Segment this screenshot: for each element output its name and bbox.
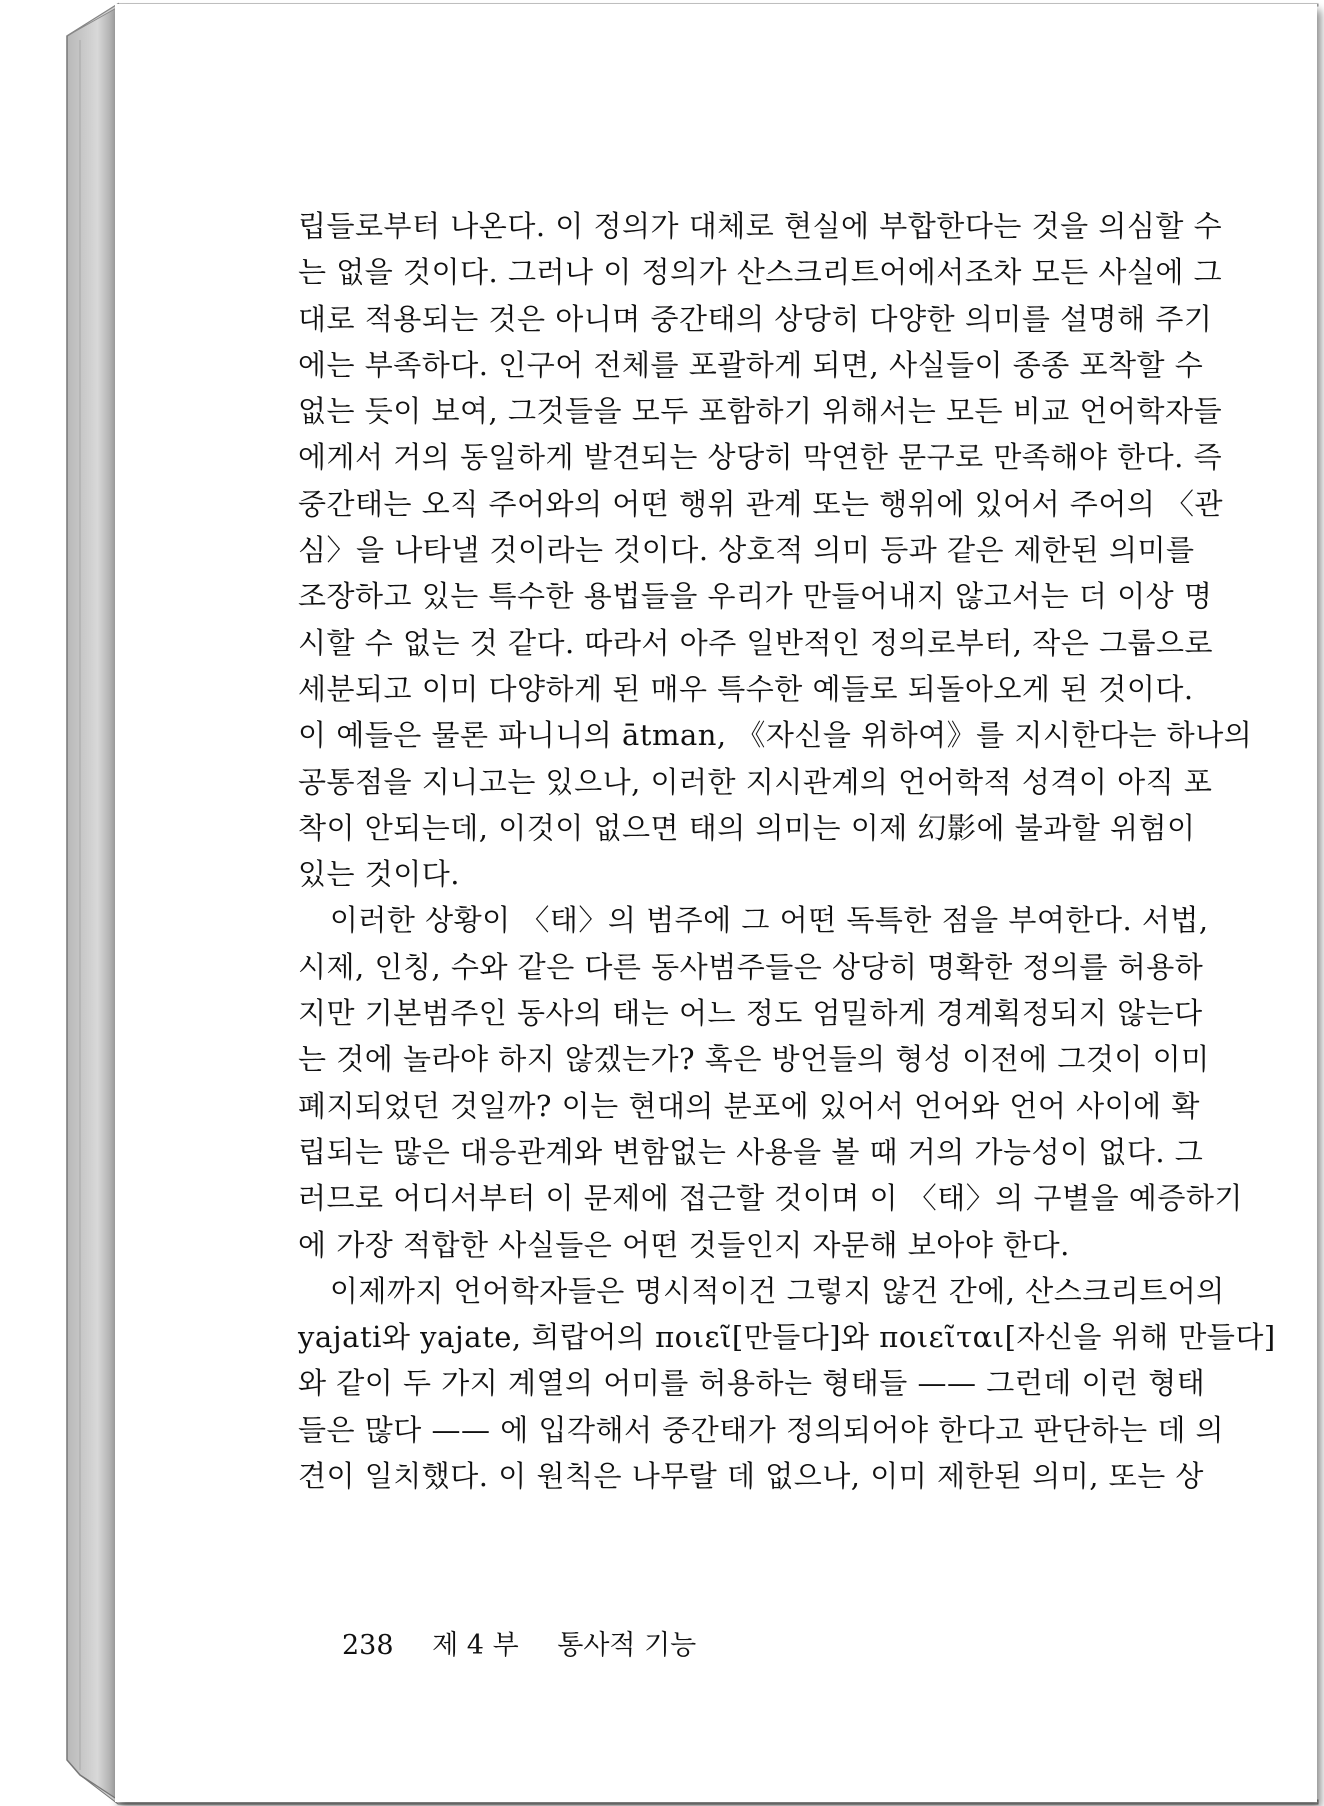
part-label: 제 4 부	[432, 1630, 519, 1661]
text-line: 에게서 거의 동일하게 발견되는 상당히 막연한 문구로 만족해야 한다. 즉	[298, 440, 1223, 475]
text-line: 있는 것이다.	[298, 857, 461, 892]
text-line: 와 같이 두 가지 계열의 어미를 허용하는 형태들 —— 그런데 이런 형태	[298, 1366, 1206, 1401]
text-line: 립되는 많은 대응관계와 변함없는 사용을 볼 때 거의 가능성이 없다. 그	[298, 1134, 1204, 1169]
text-line: 에는 부족하다. 인구어 전체를 포괄하게 되면, 사실들이 종종 포착할 수	[298, 347, 1204, 382]
page-footer	[342, 1623, 726, 1662]
text-line: 대로 적용되는 것은 아니며 중간태의 상당히 다양한 의미를 설명해 주기	[298, 301, 1213, 336]
text-line: 러므로 어디서부터 이 문제에 접근할 것이며 이 〈태〉의 구별을 예증하기	[298, 1181, 1243, 1216]
text-line: 시제, 인칭, 수와 같은 다른 동사범주들은 상당히 명확한 정의를 허용하	[298, 949, 1204, 984]
text-line: 심〉을 나타낼 것이라는 것이다. 상호적 의미 등과 같은 제한된 의미를	[298, 533, 1195, 568]
paragraph-start-line: 이러한 상황이 〈태〉의 범주에 그 어떤 독특한 점을 부여한다. 서법,	[329, 903, 1209, 938]
text-line: 에 가장 적합한 사실들은 어떤 것들인지 자문해 보아야 한다.	[298, 1227, 1070, 1262]
page-number: 238	[342, 1630, 394, 1661]
text-line: 조장하고 있는 특수한 용법들을 우리가 만들어내지 않고서는 더 이상 명	[298, 579, 1213, 614]
text-line: 는 것에 놀라야 하지 않겠는가? 혹은 방언들의 형성 이전에 그것이 이미	[298, 1042, 1210, 1077]
text-line: yajati와 yajate, 희랍어의 ποιεῖ[만들다]와 ποιεῖται[자신을 위해 만들다]	[298, 1320, 1276, 1355]
text-line: 이 예들은 물론 파니니의 ātman, 《자신을 위하여》를 지시한다는 하나의	[298, 718, 1253, 753]
body-text	[298, 203, 1276, 1499]
paragraph-start-line: 이제까지 언어학자들은 명시적이건 그렇지 않건 간에, 산스크리트어의	[329, 1273, 1225, 1308]
text-line: 착이 안되는데, 이것이 없으면 태의 의미는 이제 幻影에 불과할 위험이	[298, 810, 1196, 845]
text-line: 는 없을 것이다. 그러나 이 정의가 산스크리트어에서조차 모든 사실에 그	[298, 255, 1223, 290]
text-line: 공통점을 지니고는 있으나, 이러한 지시관계의 언어학적 성격이 아직 포	[298, 764, 1213, 799]
text-line: 견이 일치했다. 이 원칙은 나무랄 데 없으나, 이미 제한된 의미, 또는 상	[298, 1459, 1204, 1494]
text-line: 들은 많다 —— 에 입각해서 중간태가 정의되어야 한다고 판단하는 데 의	[298, 1412, 1225, 1447]
text-line: 세분되고 이미 다양하게 된 매우 특수한 예들로 되돌아오게 된 것이다.	[298, 671, 1194, 706]
text-line: 없는 듯이 보여, 그것들을 모두 포함하기 위해서는 모든 비교 언어학자들	[298, 394, 1223, 429]
section-title: 통사적 기능	[557, 1630, 697, 1661]
text-line: 폐지되었던 것일까? 이는 현대의 분포에 있어서 언어와 언어 사이에 확	[298, 1088, 1200, 1123]
text-line: 지만 기본범주인 동사의 태는 어느 정도 엄밀하게 경계획정되지 않는다	[298, 996, 1203, 1031]
text-line: 시할 수 없는 것 같다. 따라서 아주 일반적인 정의로부터, 작은 그룹으로	[298, 625, 1214, 660]
text-line: 립들로부터 나온다. 이 정의가 대체로 현실에 부합한다는 것을 의심할 수	[298, 209, 1223, 243]
text-line: 중간태는 오직 주어와의 어떤 행위 관계 또는 행위에 있어서 주어의 〈관	[298, 486, 1224, 521]
